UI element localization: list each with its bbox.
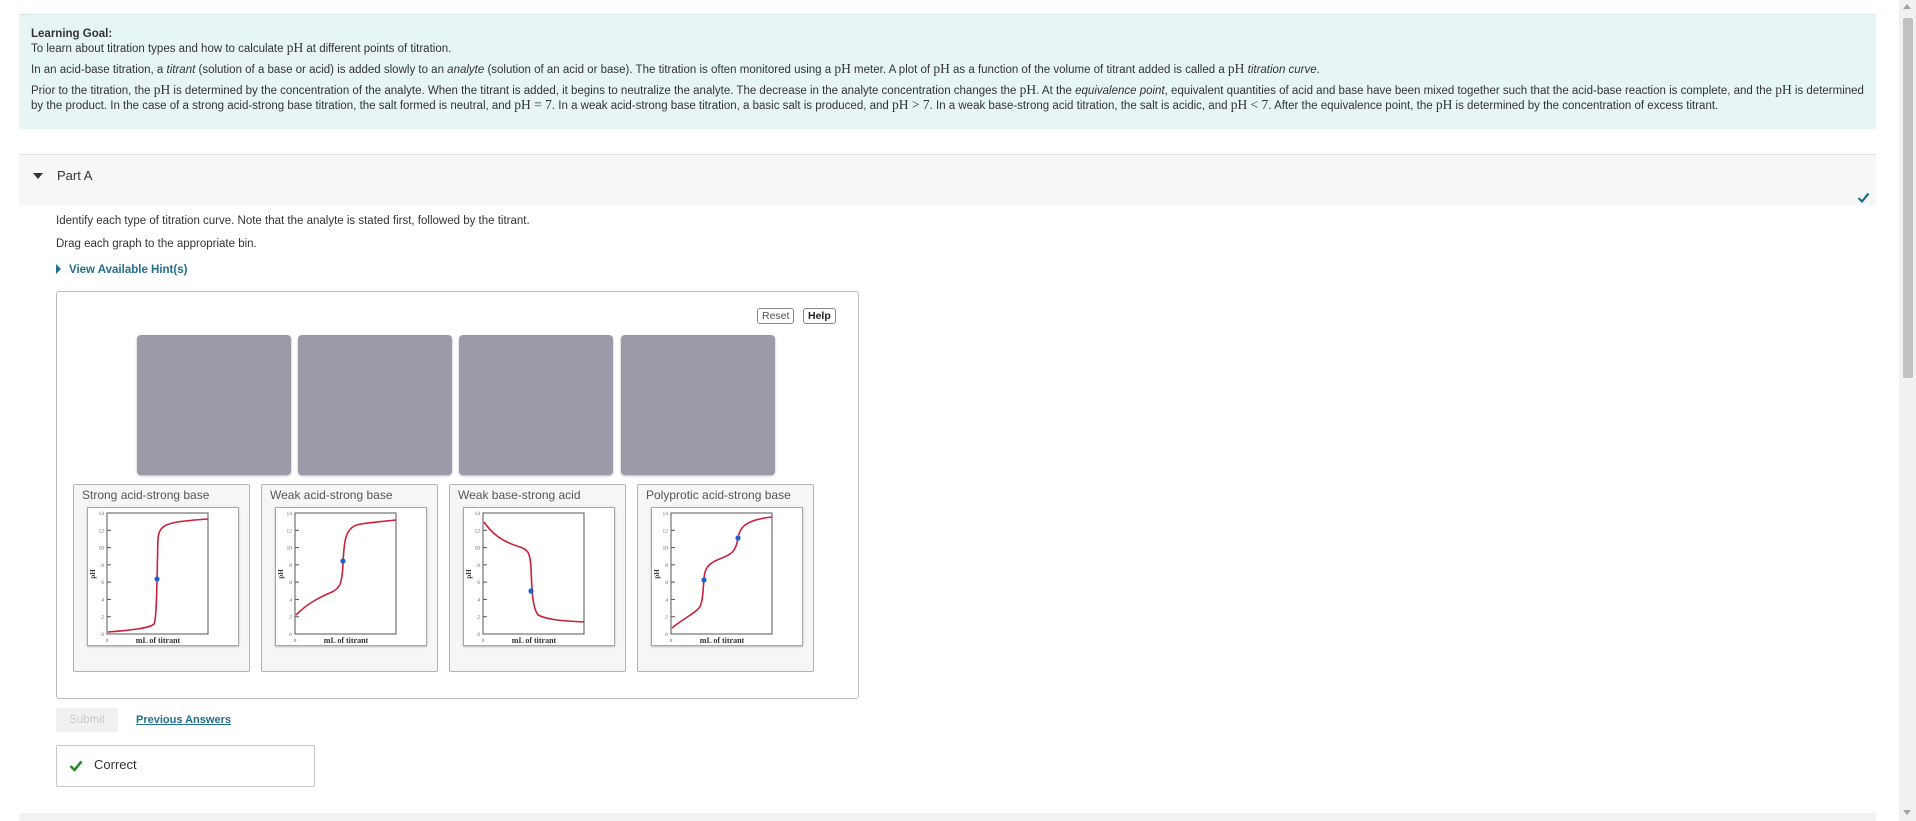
y-tick-label: 14 <box>286 511 292 517</box>
draggable-card-weak-base-strong-acid[interactable] <box>449 484 626 672</box>
y-tick-label: 10 <box>286 545 292 552</box>
equivalence-point <box>701 577 706 582</box>
y-tick-label: 6 <box>289 580 292 587</box>
drop-bin[interactable] <box>298 335 452 475</box>
scroll-down-arrow-icon[interactable] <box>1903 810 1911 815</box>
checkmark-icon <box>69 760 83 772</box>
titration-graph <box>463 507 615 646</box>
scroll-up-arrow-icon[interactable] <box>1903 4 1911 9</box>
part-a-header[interactable] <box>19 154 1876 206</box>
y-tick-label: 10 <box>474 545 480 552</box>
y-tick-label: 12 <box>286 528 292 535</box>
feedback-status: Correct <box>94 757 137 772</box>
y-tick-label: 8 <box>101 562 104 569</box>
equivalence-point <box>528 588 533 593</box>
y-axis-label: pH <box>89 569 97 579</box>
y-tick-label: 12 <box>662 528 668 535</box>
y-tick-label: 4 <box>289 597 292 604</box>
scrollbar-thumb[interactable] <box>1903 18 1913 378</box>
y-tick-label: 14 <box>474 511 480 517</box>
y-tick-label: 2 <box>477 614 480 621</box>
previous-answers-link[interactable]: Previous Answers <box>136 714 231 726</box>
expand-triangle-icon <box>56 264 61 274</box>
y-tick-label: 6 <box>101 580 104 587</box>
y-tick-label: 2 <box>289 614 292 621</box>
plot-frame <box>295 513 396 634</box>
page-scrollbar[interactable] <box>1899 0 1916 821</box>
drop-bin[interactable] <box>137 335 291 475</box>
y-tick-label: 0 <box>665 632 668 638</box>
y-tick-label: 2 <box>101 614 104 621</box>
draggable-card-weak-acid-strong-base[interactable] <box>261 484 438 672</box>
plot-frame <box>671 513 772 634</box>
x-axis-label: mL of titrant <box>699 636 745 645</box>
titration-graph <box>275 507 427 646</box>
y-axis-label: pH <box>653 569 661 579</box>
y-tick-label: 12 <box>474 528 480 535</box>
y-tick-label: 8 <box>665 562 668 569</box>
equivalence-point <box>340 558 345 563</box>
y-tick-label: 10 <box>662 545 668 552</box>
card-label: Weak acid-strong base <box>270 488 393 502</box>
x-axis-label: mL of titrant <box>323 636 369 645</box>
plot-frame <box>483 513 584 634</box>
y-tick-label: 14 <box>98 511 104 517</box>
y-tick-label: 4 <box>665 597 668 604</box>
x-tick-label: 0 <box>105 638 109 644</box>
y-tick-label: 6 <box>477 580 480 587</box>
question-instruction: Identify each type of titration curve. Note that the analyte is stated first, followed by the titrant. <box>56 215 530 227</box>
y-tick-label: 8 <box>289 562 292 569</box>
drop-bin[interactable] <box>621 335 775 475</box>
y-tick-label: 4 <box>101 597 104 604</box>
part-title: Part A <box>57 168 93 183</box>
y-tick-label: 10 <box>98 545 104 552</box>
x-axis-label: mL of titrant <box>511 636 557 645</box>
learning-goal-heading: Learning Goal: <box>31 28 113 40</box>
help-button[interactable]: Help <box>803 308 836 324</box>
card-label: Weak base-strong acid <box>458 488 581 502</box>
learning-goal-objective: To learn about titration types and how to calculate pH at different points of titration. <box>31 40 452 55</box>
drag-instruction: Drag each graph to the appropriate bin. <box>56 238 257 250</box>
learning-goal-panel <box>19 14 1876 129</box>
y-axis-label: pH <box>465 569 473 579</box>
checkmark-icon <box>1857 191 1870 204</box>
equivalence-point <box>735 535 740 540</box>
titration-graph <box>651 507 803 646</box>
reset-button[interactable]: Reset <box>757 308 794 324</box>
x-tick-label: 0 <box>481 638 485 644</box>
drop-bin[interactable] <box>459 335 613 475</box>
learning-goal-paragraph-1: In an acid-base titration, a titrant (solution of a base or acid) is added slowly to an analyte (solution of an acid or base). The titration is often monitored using a pH meter. A plot of pH as a function of the volume of titrant added is called a pH titration curve. <box>31 61 1320 76</box>
y-tick-label: 8 <box>477 562 480 569</box>
drag-drop-workspace <box>56 291 859 699</box>
next-part-header <box>19 813 1876 821</box>
feedback-box <box>56 745 315 787</box>
titration-graph <box>87 507 239 646</box>
equivalence-point <box>154 576 159 581</box>
y-tick-label: 6 <box>665 580 668 587</box>
y-tick-label: 12 <box>98 528 104 535</box>
card-label: Strong acid-strong base <box>82 488 210 502</box>
draggable-card-polyprotic-acid-strong-base[interactable] <box>637 484 814 672</box>
view-hints-link[interactable]: View Available Hint(s) <box>56 264 187 276</box>
draggable-card-strong-acid-strong-base[interactable] <box>73 484 250 672</box>
x-tick-label: 0 <box>293 638 297 644</box>
card-label: Polyprotic acid-strong base <box>646 488 791 502</box>
y-tick-label: 0 <box>477 632 480 638</box>
y-tick-label: 14 <box>662 511 668 517</box>
y-tick-label: 0 <box>289 632 292 638</box>
x-axis-label: mL of titrant <box>135 636 181 645</box>
collapse-caret-icon[interactable] <box>33 173 43 179</box>
y-axis-label: pH <box>277 569 285 579</box>
x-tick-label: 0 <box>669 638 673 644</box>
y-tick-label: 0 <box>101 632 104 638</box>
submit-button[interactable]: Submit <box>56 708 118 732</box>
learning-goal-paragraph-2: Prior to the titration, the pH is determined by the concentration of the analyte. When the titrant is added, it begins to neutralize the analyte. The decrease in the analyte concentration changes the pH. At the equivalence point, equivalent quantities of acid and base have been mixed together such that the acid-base reaction is complete, and the pH is determined by the product. In the case of a strong acid-strong base titration, the salt formed is neutral, and pH = 7. In a weak acid-strong base titration, a basic salt is produced, and pH > 7. In a weak base-strong acid titration, the salt is acidic, and pH < 7. After the equivalence point, the pH is determined by the concentration of excess titrant. <box>31 82 1864 112</box>
y-tick-label: 4 <box>477 597 480 604</box>
y-tick-label: 2 <box>665 614 668 621</box>
